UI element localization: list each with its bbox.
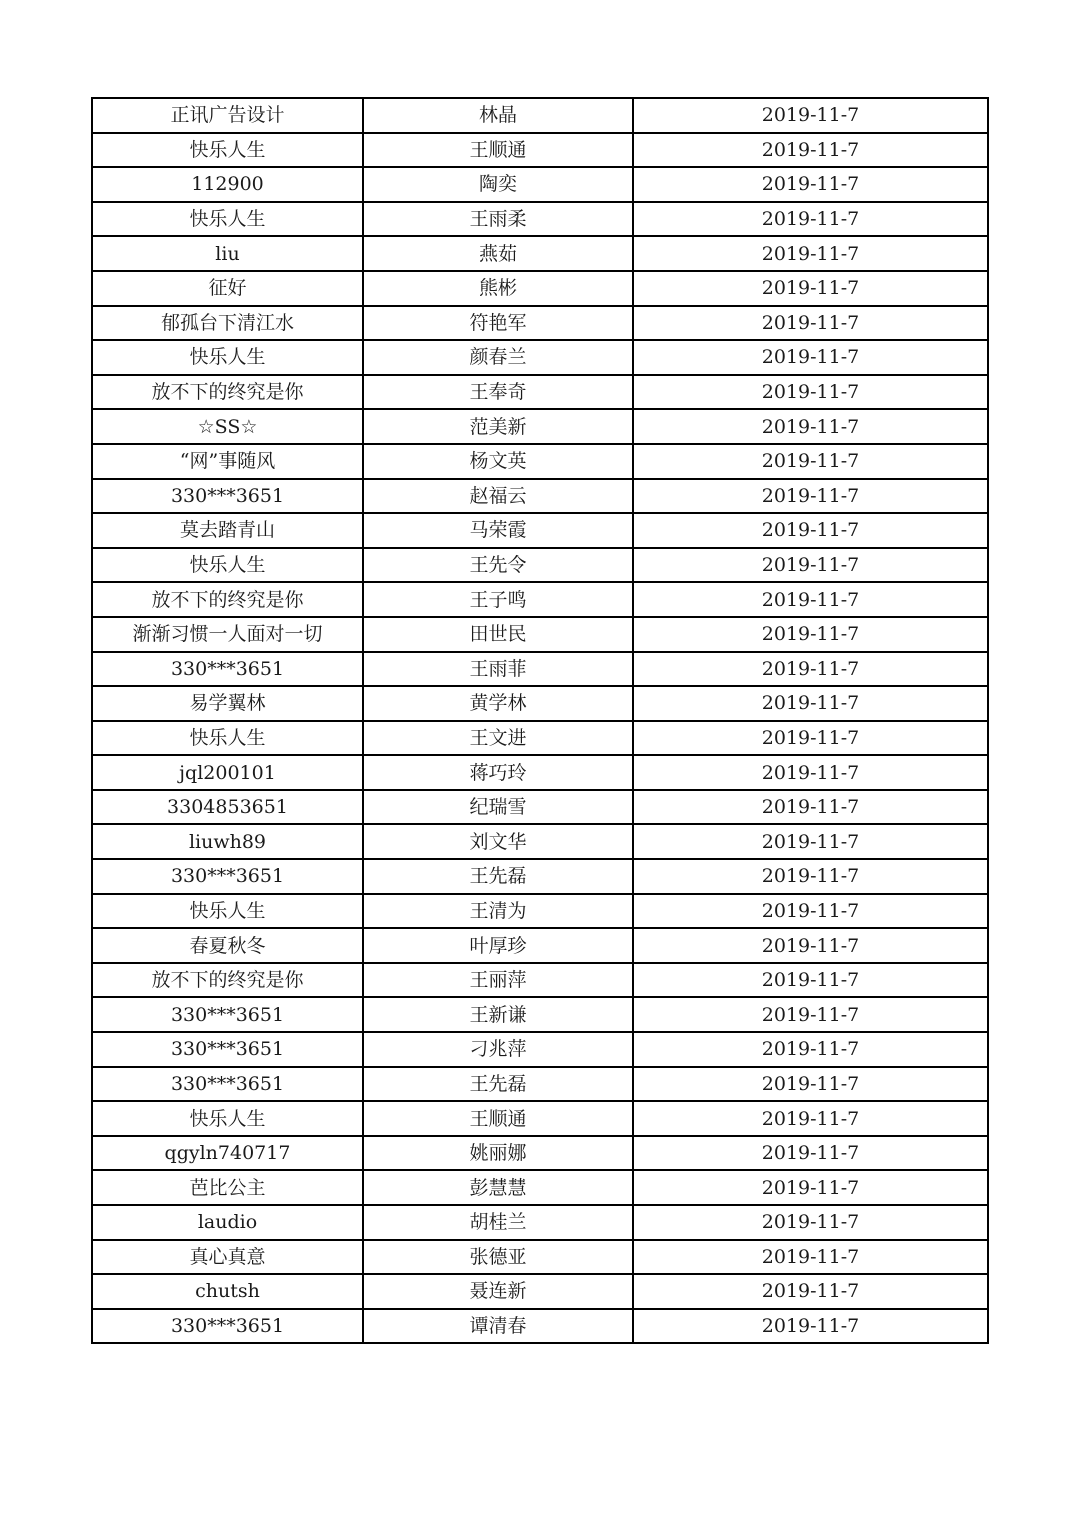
table-row	[92, 409, 988, 444]
cell-name: 杨文英	[363, 444, 633, 479]
table-row	[92, 340, 988, 375]
cell-date: 2019-11-7	[633, 790, 988, 825]
cell-nickname: 3304853651	[92, 790, 363, 825]
cell-name: 燕茹	[363, 236, 633, 271]
cell-nickname: 放不下的终究是你	[92, 963, 363, 998]
cell-nickname: 芭比公主	[92, 1170, 363, 1205]
winners-table	[91, 97, 989, 1344]
cell-nickname: 放不下的终究是你	[92, 375, 363, 410]
cell-name: 王先磊	[363, 859, 633, 894]
cell-date: 2019-11-7	[633, 721, 988, 756]
cell-name: 胡桂兰	[363, 1205, 633, 1240]
table-row	[92, 755, 988, 790]
cell-name: 王雨柔	[363, 202, 633, 237]
cell-nickname: 330***3651	[92, 1067, 363, 1102]
table-row	[92, 1136, 988, 1171]
cell-date: 2019-11-7	[633, 409, 988, 444]
cell-nickname: 莫去踏青山	[92, 513, 363, 548]
cell-name: 田世民	[363, 617, 633, 652]
cell-nickname: 330***3651	[92, 479, 363, 514]
cell-date: 2019-11-7	[633, 617, 988, 652]
table-row	[92, 133, 988, 168]
cell-date: 2019-11-7	[633, 340, 988, 375]
cell-nickname: ☆SS☆	[92, 409, 363, 444]
cell-name: 王先令	[363, 548, 633, 583]
table-row	[92, 271, 988, 306]
table-row	[92, 1101, 988, 1136]
cell-name: 王新谦	[363, 997, 633, 1032]
cell-date: 2019-11-7	[633, 271, 988, 306]
cell-name: 张德亚	[363, 1240, 633, 1275]
table-row	[92, 548, 988, 583]
table-row	[92, 790, 988, 825]
table-row	[92, 686, 988, 721]
cell-nickname: 快乐人生	[92, 1101, 363, 1136]
cell-nickname: “网”事随风	[92, 444, 363, 479]
table-row	[92, 1067, 988, 1102]
cell-nickname: 快乐人生	[92, 894, 363, 929]
table-row	[92, 1240, 988, 1275]
table-row	[92, 997, 988, 1032]
cell-name: 王顺通	[363, 133, 633, 168]
cell-name: 王先磊	[363, 1067, 633, 1102]
cell-name: 王子鸣	[363, 582, 633, 617]
cell-name: 彭慧慧	[363, 1170, 633, 1205]
cell-name: 熊彬	[363, 271, 633, 306]
cell-name: 王雨菲	[363, 652, 633, 687]
cell-name: 刘文华	[363, 824, 633, 859]
table-row	[92, 1032, 988, 1067]
cell-date: 2019-11-7	[633, 1170, 988, 1205]
cell-name: 陶奕	[363, 167, 633, 202]
cell-nickname: 真心真意	[92, 1240, 363, 1275]
cell-nickname: 郁孤台下清江水	[92, 306, 363, 341]
cell-nickname: 112900	[92, 167, 363, 202]
cell-date: 2019-11-7	[633, 652, 988, 687]
cell-date: 2019-11-7	[633, 963, 988, 998]
table-row	[92, 513, 988, 548]
table-row	[92, 652, 988, 687]
cell-nickname: 330***3651	[92, 997, 363, 1032]
table-row	[92, 98, 988, 133]
cell-name: 聂连新	[363, 1274, 633, 1309]
cell-name: 蒋巧玲	[363, 755, 633, 790]
cell-name: 叶厚珍	[363, 928, 633, 963]
cell-date: 2019-11-7	[633, 997, 988, 1032]
cell-date: 2019-11-7	[633, 1067, 988, 1102]
cell-nickname: qgyln740717	[92, 1136, 363, 1171]
table-row	[92, 479, 988, 514]
cell-nickname: chutsh	[92, 1274, 363, 1309]
cell-date: 2019-11-7	[633, 375, 988, 410]
cell-date: 2019-11-7	[633, 236, 988, 271]
table-row	[92, 824, 988, 859]
cell-date: 2019-11-7	[633, 894, 988, 929]
table-row	[92, 1205, 988, 1240]
cell-date: 2019-11-7	[633, 1205, 988, 1240]
cell-name: 王奉奇	[363, 375, 633, 410]
table-row	[92, 963, 988, 998]
cell-name: 符艳军	[363, 306, 633, 341]
cell-name: 赵福云	[363, 479, 633, 514]
cell-date: 2019-11-7	[633, 479, 988, 514]
table-row	[92, 167, 988, 202]
table-row	[92, 236, 988, 271]
cell-name: 颜春兰	[363, 340, 633, 375]
cell-name: 姚丽娜	[363, 1136, 633, 1171]
cell-date: 2019-11-7	[633, 133, 988, 168]
cell-date: 2019-11-7	[633, 755, 988, 790]
cell-date: 2019-11-7	[633, 1240, 988, 1275]
cell-name: 王丽萍	[363, 963, 633, 998]
cell-date: 2019-11-7	[633, 167, 988, 202]
table-body	[92, 98, 988, 1343]
table-row	[92, 617, 988, 652]
cell-date: 2019-11-7	[633, 513, 988, 548]
cell-date: 2019-11-7	[633, 928, 988, 963]
cell-nickname: 330***3651	[92, 1032, 363, 1067]
cell-date: 2019-11-7	[633, 824, 988, 859]
cell-nickname: laudio	[92, 1205, 363, 1240]
table-row	[92, 1170, 988, 1205]
table-row	[92, 1274, 988, 1309]
cell-name: 林晶	[363, 98, 633, 133]
cell-name: 刁兆萍	[363, 1032, 633, 1067]
cell-nickname: 渐渐习惯一人面对一切	[92, 617, 363, 652]
cell-date: 2019-11-7	[633, 306, 988, 341]
cell-date: 2019-11-7	[633, 1274, 988, 1309]
cell-date: 2019-11-7	[633, 1136, 988, 1171]
cell-date: 2019-11-7	[633, 582, 988, 617]
cell-nickname: liuwh89	[92, 824, 363, 859]
cell-name: 黄学林	[363, 686, 633, 721]
cell-date: 2019-11-7	[633, 1032, 988, 1067]
cell-name: 纪瑞雪	[363, 790, 633, 825]
cell-name: 王顺通	[363, 1101, 633, 1136]
table-row	[92, 721, 988, 756]
cell-date: 2019-11-7	[633, 548, 988, 583]
cell-name: 谭清春	[363, 1309, 633, 1344]
table-row	[92, 582, 988, 617]
cell-date: 2019-11-7	[633, 98, 988, 133]
cell-nickname: liu	[92, 236, 363, 271]
table-row	[92, 202, 988, 237]
table-row	[92, 928, 988, 963]
cell-nickname: 快乐人生	[92, 548, 363, 583]
cell-nickname: 快乐人生	[92, 721, 363, 756]
cell-date: 2019-11-7	[633, 1309, 988, 1344]
table-row	[92, 375, 988, 410]
cell-nickname: 快乐人生	[92, 340, 363, 375]
cell-date: 2019-11-7	[633, 202, 988, 237]
cell-nickname: 330***3651	[92, 859, 363, 894]
cell-name: 范美新	[363, 409, 633, 444]
cell-nickname: 正讯广告设计	[92, 98, 363, 133]
cell-date: 2019-11-7	[633, 1101, 988, 1136]
cell-nickname: 易学翼林	[92, 686, 363, 721]
cell-date: 2019-11-7	[633, 859, 988, 894]
table-row	[92, 859, 988, 894]
table-row	[92, 444, 988, 479]
cell-nickname: 快乐人生	[92, 202, 363, 237]
table-row	[92, 306, 988, 341]
cell-date: 2019-11-7	[633, 686, 988, 721]
cell-date: 2019-11-7	[633, 444, 988, 479]
cell-name: 王文进	[363, 721, 633, 756]
cell-nickname: 春夏秋冬	[92, 928, 363, 963]
cell-nickname: 330***3651	[92, 652, 363, 687]
cell-name: 马荣霞	[363, 513, 633, 548]
cell-nickname: 放不下的终究是你	[92, 582, 363, 617]
cell-nickname: 快乐人生	[92, 133, 363, 168]
cell-nickname: jql200101	[92, 755, 363, 790]
table-row	[92, 1309, 988, 1344]
cell-nickname: 330***3651	[92, 1309, 363, 1344]
cell-nickname: 征好	[92, 271, 363, 306]
cell-name: 王清为	[363, 894, 633, 929]
table-row	[92, 894, 988, 929]
